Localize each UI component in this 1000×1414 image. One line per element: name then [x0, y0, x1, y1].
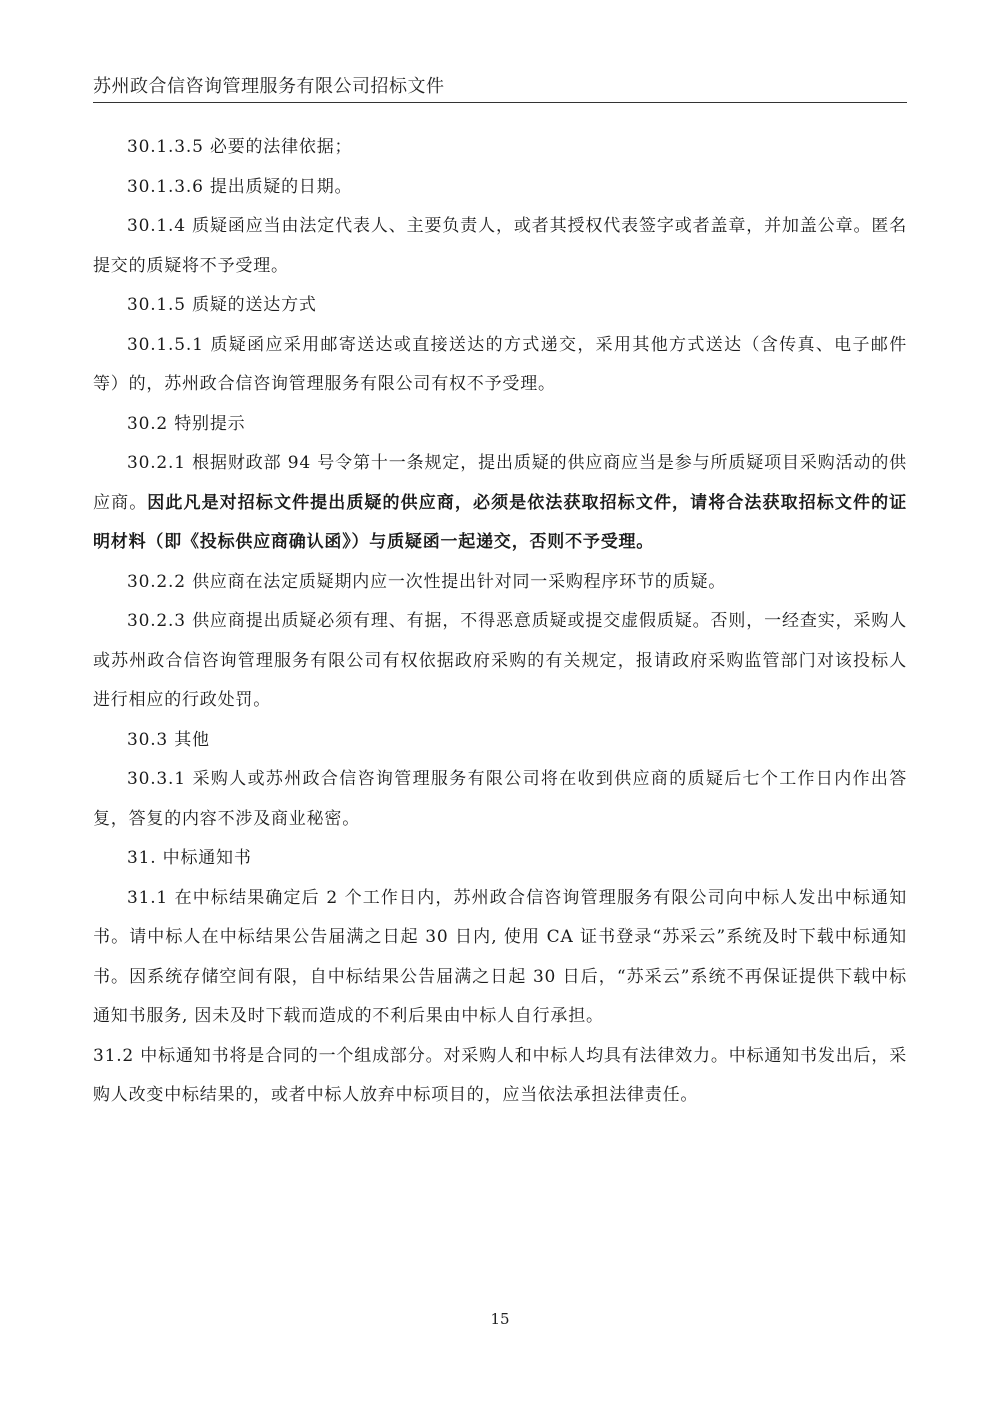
paragraph-31-heading: 31. 中标通知书	[127, 848, 252, 868]
page-number: 15	[490, 1310, 510, 1328]
page-header	[93, 72, 907, 103]
paragraph-30-1-3-5: 30.1.3.5 必要的法律依据；	[127, 137, 353, 157]
paragraph-30-2-1-bold: 因此凡是对招标文件提出质疑的供应商，必须是依法获取招标文件，请将合法获取招标文件的证明材料（即《投标供应商确认函》）与质疑函一起递交，否则不予受理。	[93, 492, 907, 552]
paragraph-30-1-5: 30.1.5 质疑的送达方式	[127, 295, 317, 315]
paragraph-30-2: 30.2 特别提示	[127, 413, 246, 434]
paragraph-30-2-2: 30.2.2 供应商在法定质疑期内应一次性提出针对同一采购程序环节的质疑。	[127, 571, 727, 592]
paragraph-30-1-3-6: 30.1.3.6 提出质疑的日期。	[127, 176, 353, 197]
paragraph-30-2-1	[93, 444, 907, 563]
paragraph-30-1-5-1: 30.1.5.1 质疑函应采用邮寄送达或直接送达的方式递交，采用其他方式送达（含传真、电子邮件等）的，苏州政合信咨询管理服务有限公司有权不予受理。	[93, 334, 907, 394]
document-header-title: 苏州政合信咨询管理服务有限公司招标文件	[93, 76, 445, 97]
paragraph-30-2-3: 30.2.3 供应商提出质疑必须有理、有据，不得恶意质疑或提交虚假质疑。否则，一经查实，采购人或苏州政合信咨询管理服务有限公司有权依据政府采购的有关规定，报请政府采购监管部门对该投标人进行相应的行政处罚。	[93, 611, 907, 710]
document-body	[93, 128, 907, 1116]
paragraph-31-2: 31.2 中标通知书将是合同的一个组成部分。对采购人和中标人均具有法律效力。中标通知书发出后，采购人改变中标结果的，或者中标人放弃中标项目的，应当依法承担法律责任。	[93, 1045, 907, 1105]
paragraph-30-2-1-normal: 30.2.1 根据财政部 94 号令第十一条规定，提出质疑的供应商应当是参与所质疑项目采购活动的供应商。	[93, 453, 907, 513]
paragraph-30-3: 30.3 其他	[127, 729, 210, 750]
paragraph-31-1: 31.1 在中标结果确定后 2 个工作日内，苏州政合信咨询管理服务有限公司向中标人发出中标通知书。请中标人在中标结果公告届满之日起 30 日内, 使用 CA 证书登录“苏采云”系统及时下载中标通知书。因系统存储空间有限，自中标结果公告届满之日起 30 日后，“苏采云”系统不再保证提供下载中标通知书服务, 因未及时下载而造成的不利后果由中标人自行承担。	[93, 887, 907, 1026]
paragraph-30-1-4: 30.1.4 质疑函应当由法定代表人、主要负责人，或者其授权代表签字或者盖章，并加盖公章。匿名提交的质疑将不予受理。	[93, 216, 907, 276]
paragraph-30-3-1: 30.3.1 采购人或苏州政合信咨询管理服务有限公司将在收到供应商的质疑后七个工作日内作出答复，答复的内容不涉及商业秘密。	[93, 769, 907, 829]
